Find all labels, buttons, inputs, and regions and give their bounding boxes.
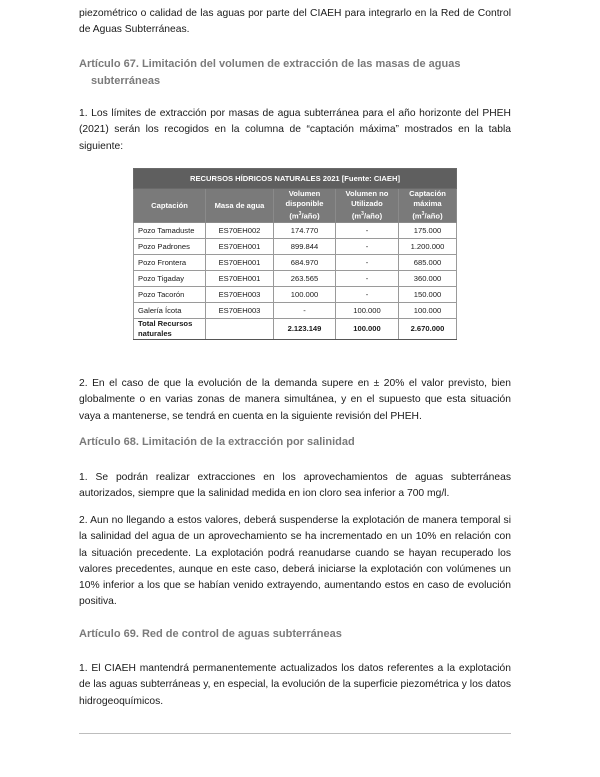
table-total-row bbox=[134, 319, 457, 340]
cell-masa-de-agua: ES70EH001 bbox=[206, 239, 274, 255]
cell-volumen-disponible: 684.970 bbox=[274, 255, 336, 271]
table-row bbox=[134, 303, 457, 319]
table-caption-row bbox=[134, 169, 457, 189]
article-67-title-line2: subterráneas bbox=[91, 75, 161, 87]
col-header-volumen-disponible: Volumen disponible $(m^3/año)$ bbox=[274, 189, 336, 223]
col-header-volumen-no-utilizado: Volumen no Utilizado $(m^3/año)$ bbox=[336, 189, 399, 223]
article-67-paragraph-2: 2. En el caso de que la evolución de la demanda supere en ± 20% el valor previsto, bien globalmente o en varias zonas de manera simultánea, y en el supuesto que esta situación vaya a mantenerse, se tendrá en cuenta en la siguiente revisión del PHEH. bbox=[79, 378, 511, 422]
article-67-heading bbox=[79, 56, 511, 90]
table-row bbox=[134, 239, 457, 255]
cell-masa-de-agua: ES70EH002 bbox=[206, 223, 274, 239]
cell-captacion: Pozo Frontera bbox=[134, 255, 206, 271]
cell-captacion: Pozo Tamaduste bbox=[134, 223, 206, 239]
table-body bbox=[134, 223, 457, 319]
article-69-heading: Artículo 69. Red de control de aguas subterráneas bbox=[79, 628, 342, 640]
cell-volumen-disponible: 263.565 bbox=[274, 271, 336, 287]
cell-captacion-maxima: 360.000 bbox=[399, 271, 457, 287]
cell-captacion-maxima: 100.000 bbox=[399, 303, 457, 319]
cell-volumen-no-utilizado: - bbox=[336, 271, 399, 287]
cell-masa-de-agua: ES70EH003 bbox=[206, 303, 274, 319]
cell-captacion-maxima: 1.200.000 bbox=[399, 239, 457, 255]
col-header-captacion: Captación bbox=[134, 189, 206, 223]
cell-captacion-maxima: 685.000 bbox=[399, 255, 457, 271]
cell-volumen-disponible: - bbox=[274, 303, 336, 319]
total-captacion-maxima: 2.670.000 bbox=[399, 319, 457, 340]
cell-captacion: Pozo Tigaday bbox=[134, 271, 206, 287]
cell-volumen-disponible: 100.000 bbox=[274, 287, 336, 303]
cell-volumen-disponible: 174.770 bbox=[274, 223, 336, 239]
article-68-paragraph-1: 1. Se podrán realizar extracciones en los aprovechamientos de aguas subterráneas autorizados, siempre que la salinidad medida en ion cloro sea inferior a 700 mg/l. bbox=[79, 472, 511, 500]
cell-captacion: Galería Ícota bbox=[134, 303, 206, 319]
article-68-paragraph-2: 2. Aun no llegando a estos valores, deberá suspenderse la explotación de manera temporal si la salinidad del agua de un aprovechamiento se ha incrementado en un 10% en relación con la situación precedente. La explotación podrá reanudarse cuando se hayan recuperado los valores precedentes, aunque en este caso, deberá iniciarse la explotación con volúmenes un 10% inferior a los que se habían venido extrayendo, aumentando estos en caso de evolución positiva. bbox=[79, 515, 511, 608]
col-header-masa: Masa de agua bbox=[206, 189, 274, 223]
cell-captacion-maxima: 150.000 bbox=[399, 287, 457, 303]
article-67-title-line1: Artículo 67. Limitación del volumen de extracción de las masas de aguas bbox=[79, 58, 461, 70]
page-bottom-rule bbox=[79, 733, 511, 734]
cell-masa-de-agua: ES70EH003 bbox=[206, 287, 274, 303]
intro-paragraph-tail: piezométrico o calidad de las aguas por parte del CIAEH para integrarlo en la Red de Control de Aguas Subterráneas. bbox=[79, 8, 511, 36]
table-caption: RECURSOS HÍDRICOS NATURALES 2021 [Fuente: CIAEH] bbox=[134, 169, 457, 189]
table-row bbox=[134, 287, 457, 303]
article-69-paragraph-1: 1. El CIAEH mantendrá permanentemente actualizados los datos referentes a la explotación de las aguas subterráneas y, en especial, la evolución de la superficie piezométrica y los datos hidrogeoquímicos. bbox=[79, 663, 511, 707]
total-volumen-disponible: 2.123.149 bbox=[274, 319, 336, 340]
cell-captacion: Pozo Tacorón bbox=[134, 287, 206, 303]
article-67-paragraph-1: 1. Los límites de extracción por masas de agua subterránea para el año horizonte del PHEH (2021) serán los recogidos en la columna de “captación máxima” mostrados en la tabla siguiente: bbox=[79, 108, 511, 152]
total-empty-cell bbox=[206, 319, 274, 340]
cell-masa-de-agua: ES70EH001 bbox=[206, 271, 274, 287]
cell-volumen-no-utilizado: - bbox=[336, 239, 399, 255]
cell-volumen-no-utilizado: - bbox=[336, 223, 399, 239]
cell-volumen-disponible: 899.844 bbox=[274, 239, 336, 255]
cell-captacion-maxima: 175.000 bbox=[399, 223, 457, 239]
cell-volumen-no-utilizado: - bbox=[336, 287, 399, 303]
resources-table bbox=[133, 168, 457, 340]
table-row bbox=[134, 255, 457, 271]
total-label: Total Recursos naturales bbox=[134, 319, 206, 340]
table-row bbox=[134, 223, 457, 239]
cell-captacion: Pozo Padrones bbox=[134, 239, 206, 255]
cell-volumen-no-utilizado: - bbox=[336, 255, 399, 271]
table-row bbox=[134, 271, 457, 287]
table-header-row bbox=[134, 189, 457, 223]
article-68-heading: Artículo 68. Limitación de la extracción por salinidad bbox=[79, 436, 355, 448]
col-header-captacion-maxima: Captación máxima $(m^3/año)$ bbox=[399, 189, 457, 223]
total-volumen-no-utilizado: 100.000 bbox=[336, 319, 399, 340]
resources-table-container bbox=[133, 168, 456, 340]
cell-masa-de-agua: ES70EH001 bbox=[206, 255, 274, 271]
cell-volumen-no-utilizado: 100.000 bbox=[336, 303, 399, 319]
